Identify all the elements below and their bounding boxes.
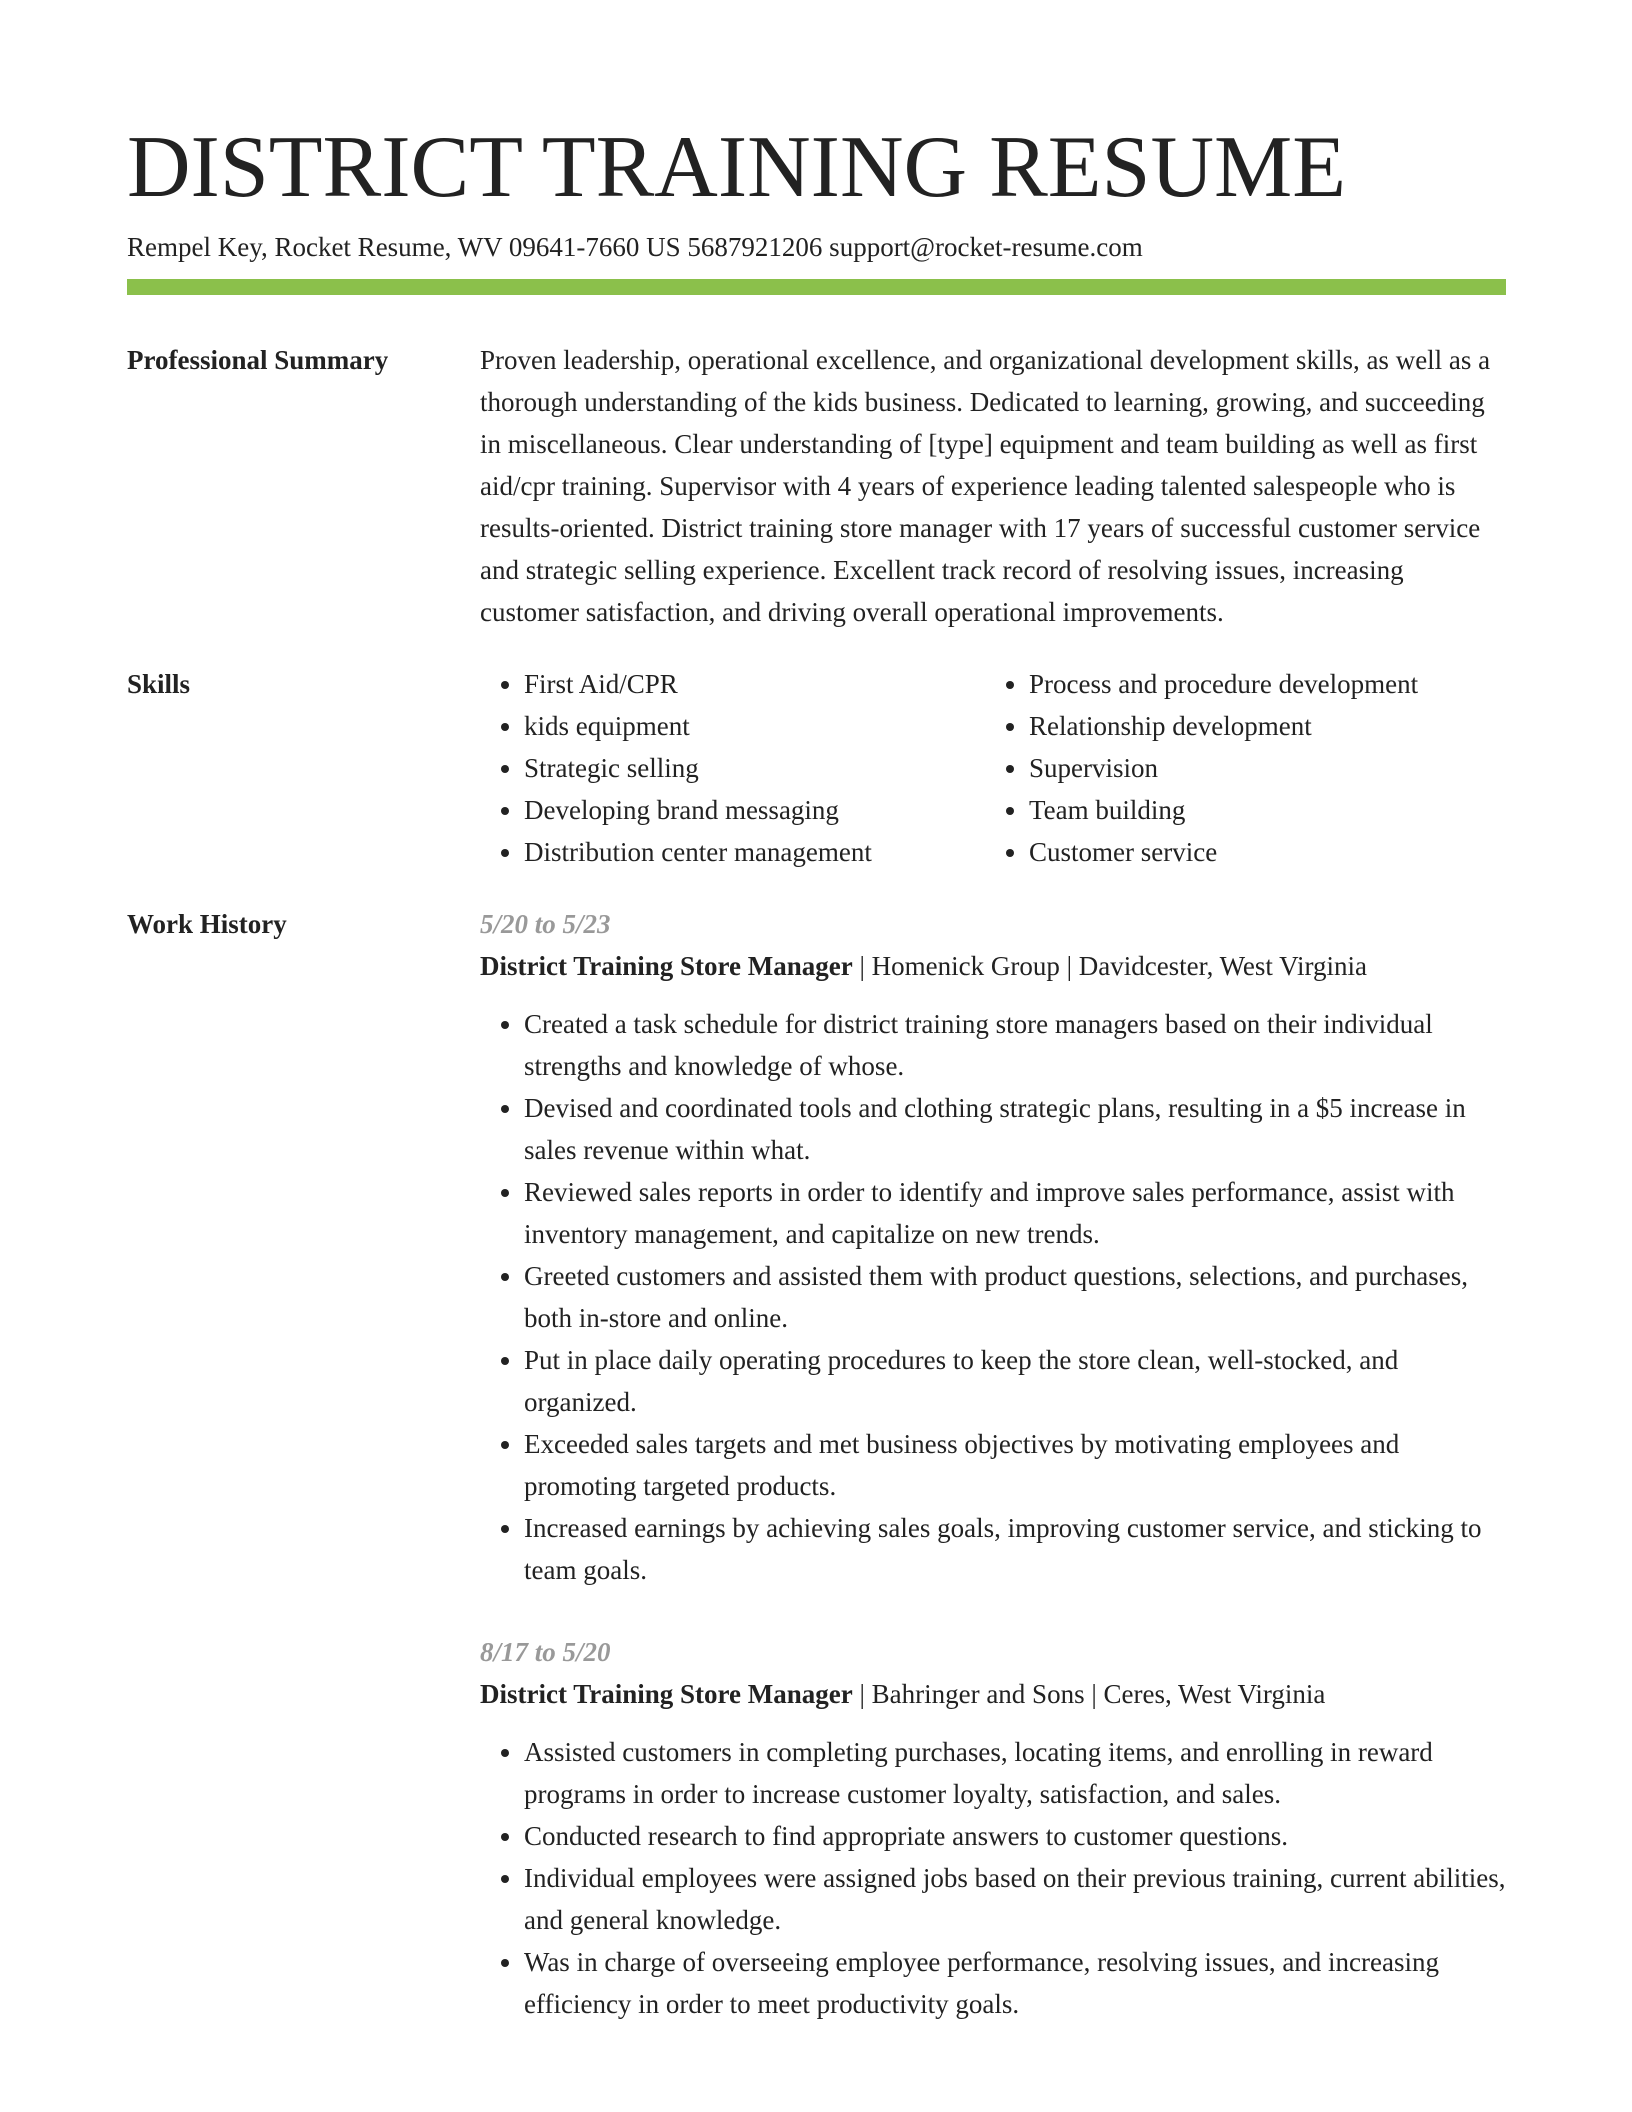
work-history-label: Work History xyxy=(127,909,287,939)
job-bullet: • Devised and coordinated tools and clothing strategic plans, resulting in a $5 increase in sales revenue within what. xyxy=(524,1087,1506,1171)
summary-label: Professional Summary xyxy=(127,345,389,375)
job-bullet: • Created a task schedule for district training store managers based on their individual strengths and knowledge of whose. xyxy=(524,1003,1506,1087)
job-bullet: • Exceeded sales targets and met business objectives by motivating employees and promoting targeted products. xyxy=(524,1423,1506,1507)
header-divider xyxy=(127,279,1506,295)
summary-section xyxy=(127,339,1506,633)
job-title-line xyxy=(480,1673,1506,1715)
job-entry xyxy=(480,1631,1506,2025)
job-title: District Training Store Manager xyxy=(480,951,853,981)
skills-list-right xyxy=(985,663,1490,873)
skill-item: • Supervision xyxy=(1029,747,1490,789)
job-title-line xyxy=(480,945,1506,987)
skills-section xyxy=(127,663,1506,873)
skills-body xyxy=(480,663,1506,873)
job-details: | Homenick Group | Davidcester, West Virginia xyxy=(852,951,1368,981)
job-bullet: • Increased earnings by achieving sales goals, improving customer service, and sticking to team goals. xyxy=(524,1507,1506,1591)
skill-item: • Customer service xyxy=(1029,831,1490,873)
job-bullet: • Greeted customers and assisted them with product questions, selections, and purchases, both in-store and online. xyxy=(524,1255,1506,1339)
job-bullet: • Reviewed sales reports in order to identify and improve sales performance, assist with inventory management, and capitalize on new trends. xyxy=(524,1171,1506,1255)
skill-item: • Team building xyxy=(1029,789,1490,831)
skill-item: • Relationship development xyxy=(1029,705,1490,747)
job-bullet: • Individual employees were assigned jobs based on their previous training, current abilities, and general knowledge. xyxy=(524,1857,1506,1941)
job-dates: 8/17 to 5/20 xyxy=(480,1637,611,1667)
work-history-section xyxy=(127,903,1506,2061)
skills-list-left xyxy=(480,663,985,873)
job-bullet: • Assisted customers in completing purchases, locating items, and enrolling in reward programs in order to increase customer loyalty, satisfaction, and sales. xyxy=(524,1731,1506,1815)
job-bullets xyxy=(480,1003,1506,1591)
skill-item: • Process and procedure development xyxy=(1029,663,1490,705)
job-title: District Training Store Manager xyxy=(480,1679,853,1709)
summary-text: Proven leadership, operational excellence, and organizational development skills, as well as a thorough understanding of the kids business. Dedicated to learning, growing, and succeeding in miscellaneous. Clear understanding of [type] equipment and team building as well as first aid/cpr training. Supervisor with 4 years of experience leading talented salespeople who is results-oriented. District training store manager with 17 years of successful customer service and strategic selling experience. Excellent track record of resolving issues, increasing customer satisfaction, and driving overall operational improvements. xyxy=(480,345,1491,627)
skills-columns xyxy=(480,663,1506,873)
skill-item: • Developing brand messaging xyxy=(524,789,985,831)
summary-body xyxy=(480,339,1506,633)
job-entry xyxy=(480,903,1506,1591)
job-bullet: • Put in place daily operating procedures to keep the store clean, well-stocked, and organized. xyxy=(524,1339,1506,1423)
skill-item: • Distribution center management xyxy=(524,831,985,873)
contact-line: Rempel Key, Rocket Resume, WV 09641-7660 US 5687921206 support@rocket-resume.com xyxy=(127,232,1143,262)
job-bullet: • Was in charge of overseeing employee performance, resolving issues, and increasing efficiency in order to meet productivity goals. xyxy=(524,1941,1506,2025)
work-history-body xyxy=(480,903,1506,2061)
skills-label: Skills xyxy=(127,669,191,699)
skill-item: • Strategic selling xyxy=(524,747,985,789)
resume-title: DISTRICT TRAINING RESUME xyxy=(127,119,1347,216)
skill-item: • kids equipment xyxy=(524,705,985,747)
job-bullet: • Conducted research to find appropriate answers to customer questions. xyxy=(524,1815,1506,1857)
skill-item: • First Aid/CPR xyxy=(524,663,985,705)
job-dates: 5/20 to 5/23 xyxy=(480,909,611,939)
job-details: | Bahringer and Sons | Ceres, West Virginia xyxy=(852,1679,1326,1709)
job-bullets xyxy=(480,1731,1506,2025)
